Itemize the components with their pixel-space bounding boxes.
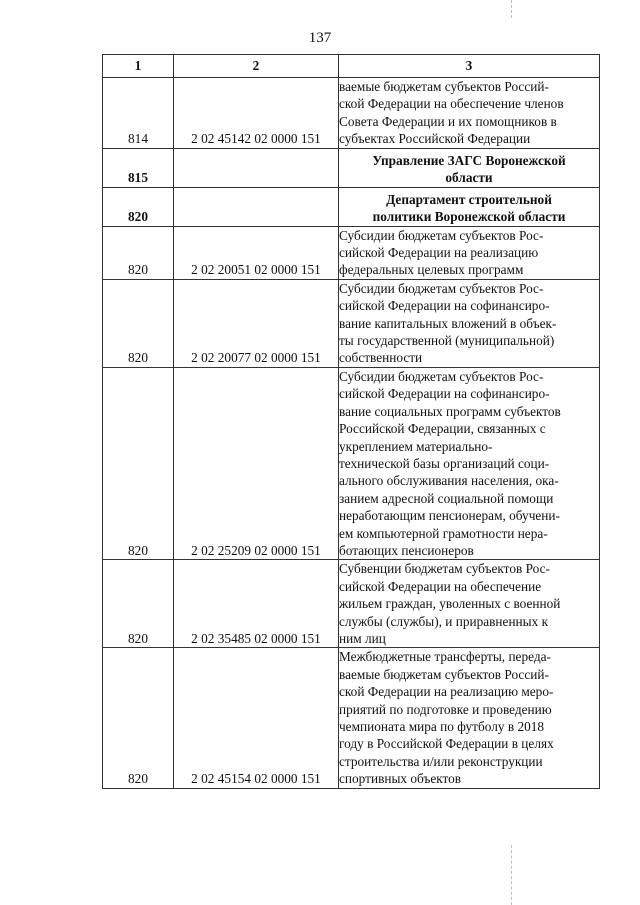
description-line: занием адресной социальной помощи [339,490,554,506]
admin-code-cell: 820 [103,187,174,226]
table-row [103,187,600,226]
administrator-title-line: области [445,170,493,186]
description-line: ваемые бюджетам субъектов Россий- [339,666,549,682]
description-line: спортивных объектов [339,771,462,787]
description-line: неработающим пенсионерам, обучени- [339,508,560,524]
description-line: ним лиц [339,630,386,646]
description-line: субъектах Российской Федерации [339,131,531,147]
description-cell [339,560,600,648]
table-row [103,367,600,559]
description-line: Совета Федерации и их помощников в [339,113,557,129]
description-line: федеральных целевых программ [339,262,524,278]
administrator-title-line: политики Воронежской области [372,209,566,225]
description-line: ты государственной (муниципальной) [339,333,555,349]
description-line: ем компьютерной грамотности нера- [339,525,548,541]
description-line: строительства и/или реконструкции [339,753,543,769]
admin-code-cell: 814 [103,78,174,149]
description-cell [339,367,600,559]
description-line: Межбюджетные трансферты, переда- [339,649,551,665]
revenue-code-cell: 2 02 35485 02 0000 151 [174,560,339,648]
revenue-code-cell: 2 02 25209 02 0000 151 [174,367,339,559]
admin-code-cell: 820 [103,279,174,367]
description-line: Субсидии бюджетам субъектов Рос- [339,368,544,384]
scan-fold-line-bottom [511,845,512,905]
column-header-1: 1 [103,55,174,78]
description-line: укреплением материально- [339,438,493,454]
description-line: ботающих пенсионеров [339,542,474,558]
description-line: Российской Федерации, связанных с [339,421,546,437]
description-line: Субсидии бюджетам субъектов Рос- [339,227,544,243]
scan-fold-line-top [511,0,512,18]
administrator-title-line: Департамент строительной [386,191,552,207]
table-row [103,279,600,367]
description-line: ального обслуживания населения, ока- [339,473,559,489]
revenue-code-cell: 2 02 20051 02 0000 151 [174,226,339,279]
description-line: сийской Федерации на софинансиро- [339,386,550,402]
admin-code-cell: 820 [103,560,174,648]
administrator-title-line: Управление ЗАГС Воронежской [372,152,566,168]
revenue-code-cell [174,148,339,187]
table-row [103,648,600,788]
description-line: собственности [339,350,423,366]
description-line: технической базы организаций соци- [339,455,550,471]
description-line: жильем граждан, уволенных с военной [339,596,561,612]
page-number: 137 [308,30,332,46]
description-cell [339,226,600,279]
description-line: сийской Федерации на софинансиро- [339,298,550,314]
table-header-row [103,55,600,78]
revenue-code-cell: 2 02 20077 02 0000 151 [174,279,339,367]
budget-revenue-table [102,54,600,789]
description-cell [339,648,600,788]
revenue-code-cell: 2 02 45142 02 0000 151 [174,78,339,149]
description-cell [339,78,600,149]
column-header-3: 3 [339,55,600,78]
column-header-2: 2 [174,55,339,78]
table-row [103,148,600,187]
administrator-title-cell [339,187,600,226]
description-line: вание социальных программ субъектов [339,403,561,419]
description-line: Субвенции бюджетам субъектов Рос- [339,561,550,577]
admin-code-cell: 820 [103,648,174,788]
description-line: чемпионата мира по футболу в 2018 [339,719,545,734]
administrator-title-cell [339,148,600,187]
description-line: сийской Федерации на обеспечение [339,578,542,594]
description-line: ваемые бюджетам субъектов Россий- [339,79,549,94]
description-line: вание капитальных вложений в объек- [339,315,557,331]
description-line: ской Федерации на обеспечение членов [339,96,564,112]
description-line: Субсидии бюджетам субъектов Рос- [339,280,544,296]
table-row [103,560,600,648]
description-line: ской Федерации на реализацию меро- [339,684,554,700]
admin-code-cell: 820 [103,226,174,279]
description-line: службы (службы), и приравненных к [339,613,549,629]
table-row [103,226,600,279]
admin-code-cell: 820 [103,367,174,559]
description-cell [339,279,600,367]
table-row [103,78,600,149]
revenue-code-cell [174,187,339,226]
description-line: сийской Федерации на реализацию [339,245,539,261]
description-line: году в Российской Федерации в целях [339,736,554,752]
admin-code-cell: 815 [103,148,174,187]
revenue-code-cell: 2 02 45154 02 0000 151 [174,648,339,788]
description-line: приятий по подготовке и проведению [339,701,552,717]
